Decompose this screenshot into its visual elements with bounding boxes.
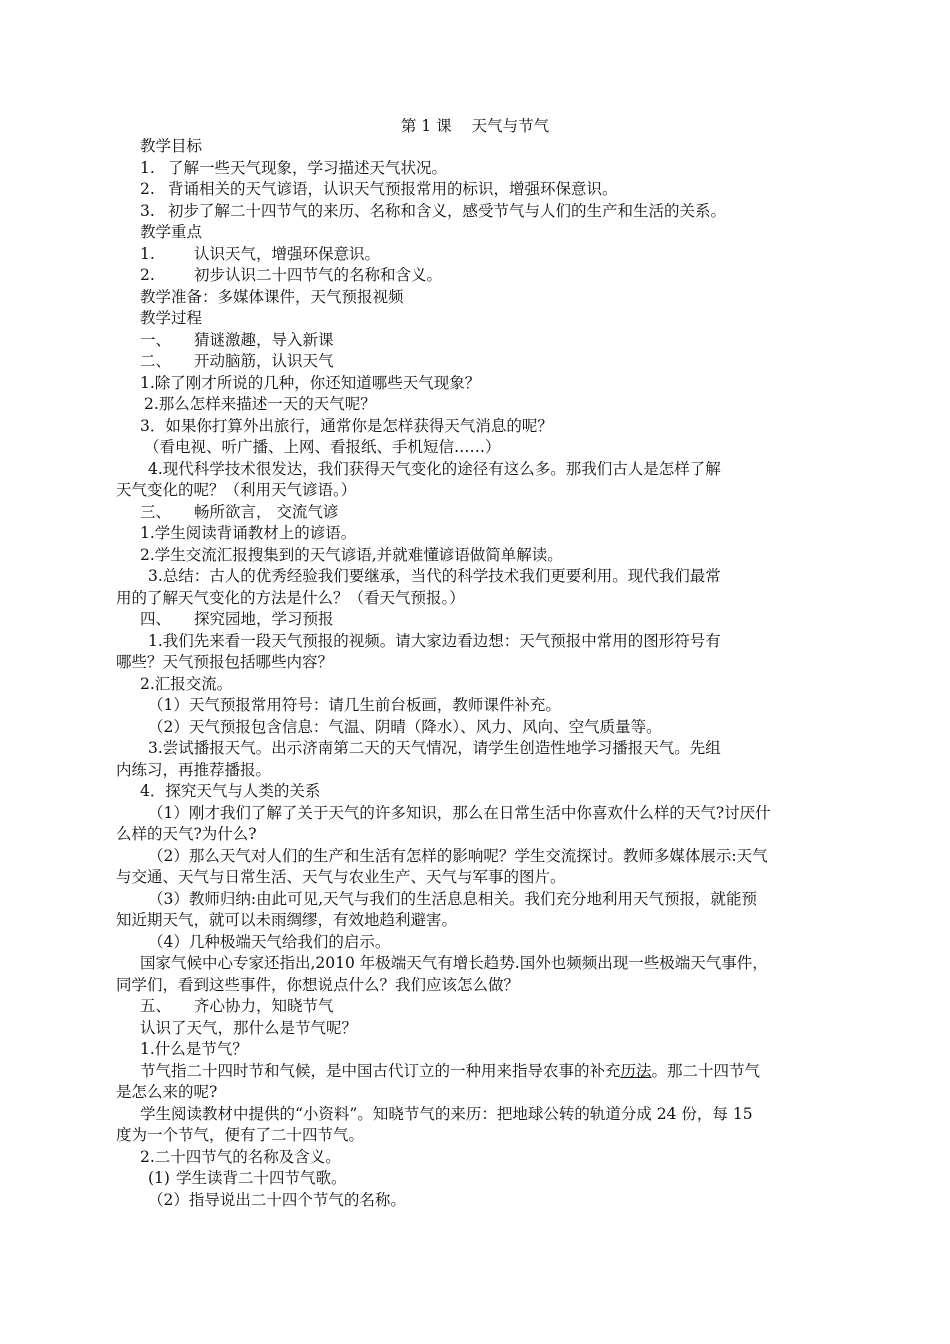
- paragraph-line: 3.尝试播报天气。出示济南第二天的天气情况，请学生创造性地学习播报天气。先组: [148, 739, 721, 757]
- goal-item: 1. 了解一些天气现象，学习描述天气状况。: [140, 158, 448, 177]
- section-heading: 二、 开动脑筋，认识天气: [140, 352, 334, 370]
- lesson-name: 天气与节气: [471, 117, 550, 135]
- paragraph-line: 用的了解天气变化的方法是什么？（看天气预报。）: [116, 588, 465, 607]
- paragraph-line: 1.我们先来看一段天气预报的视频。请大家边看边想：天气预报中常用的图形符号有: [148, 631, 721, 650]
- paragraph-line: 4.现代科学技术很发达，我们获得天气变化的途径有这么多。那我们古人是怎样了解: [148, 459, 721, 478]
- paragraph-line: 度为一个节气，便有了二十四节气。: [116, 1126, 365, 1144]
- paragraph-line: （看电视、听广播、上网、看报纸、手机短信……）: [144, 438, 501, 456]
- paragraph-line: 是怎么来的呢?: [116, 1083, 218, 1101]
- paragraph-line: 1.什么是节气？: [140, 1040, 248, 1058]
- lesson-title: [0, 114, 950, 138]
- paragraph-line: 2.那么怎样来描述一天的天气呢？: [144, 395, 376, 413]
- lesson-number: 第 1 课: [400, 117, 452, 135]
- section-heading: 三、 畅所欲言， 交流气谚: [140, 502, 339, 521]
- paragraph-line: 1.除了刚才所说的几种，你还知道哪些天气现象？: [140, 373, 481, 392]
- paragraph-line: （4）几种极端天气给我们的启示。: [148, 932, 391, 951]
- focus-heading: 教学重点: [140, 223, 203, 241]
- paragraph-line: （1）天气预报常用符号：请几生前台板画，教师课件补充。: [148, 696, 561, 714]
- paragraph-line: 4．探究天气与人类的关系: [140, 782, 321, 800]
- focus-item: 2. 初步认识二十四节气的名称和含义。: [140, 266, 443, 284]
- goal-item: 3. 初步了解二十四节气的来历、名称和含义，感受节气与人们的生产和生活的关系。: [140, 201, 727, 220]
- paragraph-line: (1) 学生读背二十四节气歌。: [148, 1169, 347, 1187]
- paragraph-line: （2）指导说出二十四个节气的名称。: [148, 1190, 406, 1209]
- paragraph-line: 3.总结：古人的优秀经验我们要继承，当代的科学技术我们更要利用。现代我们最常: [148, 567, 721, 585]
- focus-item: 1. 认识天气，增强环保意识。: [140, 244, 381, 263]
- paragraph-line: （1）刚才我们了解了关于天气的许多知识，那么在日常生活中你喜欢什么样的天气?讨厌什: [148, 803, 771, 822]
- section-heading: 四、 探究园地，学习预报: [140, 610, 334, 628]
- paragraph-line: 与交通、天气与日常生活、天气与农业生产、天气与军事的图片。: [116, 868, 566, 886]
- section-heading: 五、 齐心协力，知晓节气: [140, 997, 334, 1015]
- paragraph-line: 学生阅读教材中提供的“小资料”。知晓节气的来历：把地球公转的轨道分成 24 份，每 15: [140, 1104, 753, 1123]
- paragraph-line: 3．如果你打算外出旅行，通常你是怎样获得天气消息的呢？: [140, 416, 553, 435]
- paragraph-line: 同学们，看到这些事件，你想说点什么？我们应该怎么做？: [116, 975, 520, 994]
- paragraph-line: 2.学生交流汇报搜集到的天气谚语,并就难懂谚语做简单解读。: [140, 545, 563, 564]
- paragraph-line: 国家气候中心专家还指出,2010 年极端天气有增长趋势.国外也频频出现一些极端天气事件，: [140, 954, 768, 972]
- process-heading: 教学过程: [140, 309, 203, 327]
- paragraph-line: 1.学生阅读背诵教材上的谚语。: [140, 524, 357, 542]
- paragraph-line: （2）那么天气对人们的生产和生活有怎样的影响呢？学生交流探讨。教师多媒体展示:天气: [148, 846, 768, 865]
- section-heading: 一、 猜谜激趣，导入新课: [140, 330, 334, 349]
- paragraph-line: 认识了天气，那什么是节气呢？: [140, 1018, 358, 1037]
- paragraph-line: 哪些？天气预报包括哪些内容？: [116, 653, 334, 671]
- paragraph-line: 天气变化的呢？（利用天气谚语。）: [116, 481, 357, 499]
- paragraph-line: 2.二十四节气的名称及含义。: [140, 1147, 341, 1166]
- paragraph-line: （2）天气预报包含信息：气温、阴晴（降水）、风力、风向、空气质量等。: [148, 717, 662, 736]
- goals-heading: 教学目标: [140, 137, 203, 155]
- paragraph-line: 么样的天气?为什么?: [116, 825, 257, 843]
- lesson-body: [116, 136, 816, 1211]
- underlined-term: 历法: [620, 1061, 652, 1080]
- paragraph-line: （3）教师归纳:由此可见,天气与我们的生活息息相关。我们充分地利用天气预报，就能预: [148, 889, 758, 908]
- paragraph-line: 节气指二十四时节和气候，是中国古代订立的一种用来指导农事的补充历法。那二十四节气: [140, 1061, 761, 1080]
- goal-item: 2. 背诵相关的天气谚语，认识天气预报常用的标识，增强环保意识。: [140, 180, 618, 198]
- paragraph-line: 知近期天气，就可以未雨绸缪，有效地趋利避害。: [116, 911, 458, 929]
- prep-line: 教学准备：多媒体课件，天气预报视频: [140, 287, 404, 306]
- paragraph-line: 内练习，再推荐播报。: [116, 760, 272, 779]
- paragraph-line: 2.汇报交流。: [140, 674, 233, 693]
